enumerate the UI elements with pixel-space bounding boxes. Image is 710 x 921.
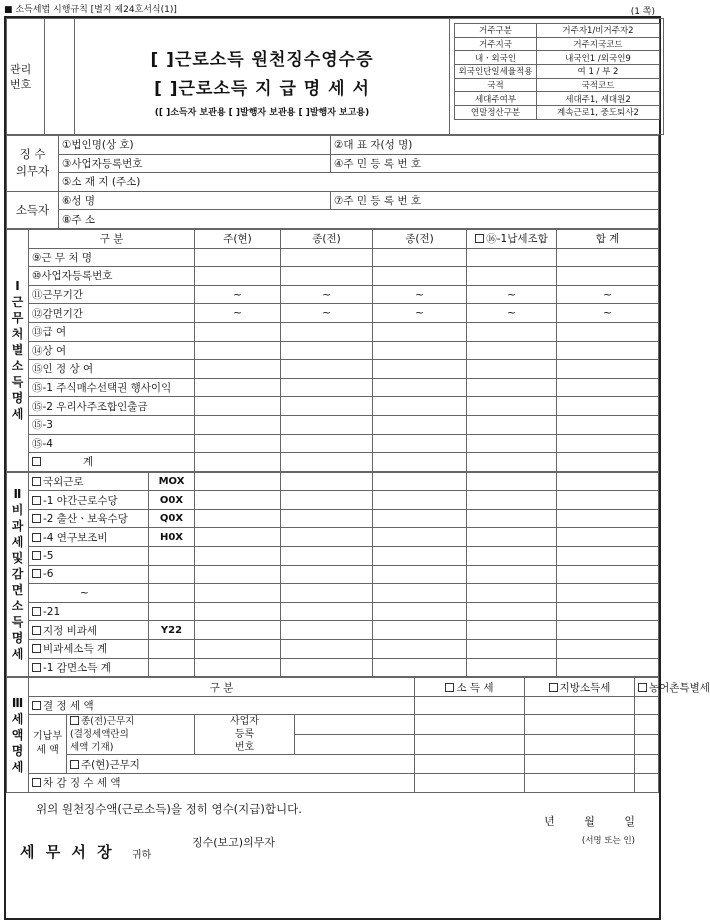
sec1-row-label: ⑮-3 [29,415,195,434]
sec1-value-cell[interactable] [195,397,281,416]
sec2-code [149,547,195,566]
footer-block [6,793,659,859]
sec1-value-cell[interactable] [281,248,373,267]
sec1-value-cell[interactable] [281,360,373,379]
sec2-value-cell[interactable] [195,509,281,528]
sec1-value-cell[interactable] [195,248,281,267]
cell[interactable] [415,715,525,735]
checkbox-icon[interactable] [32,514,41,523]
table-row [7,248,659,267]
page-count: (1 쪽) [630,7,655,17]
sec1-value-cell[interactable] [467,434,557,453]
sec2-value-cell[interactable] [557,584,659,603]
sec1-value-cell[interactable] [281,285,373,304]
table-row [7,640,659,659]
sec1-header-row [7,229,659,248]
tilde: ~ [322,288,331,301]
sec2-value-cell[interactable] [467,640,557,659]
sec1-value-cell[interactable] [195,304,281,323]
tax-receipt-form [4,16,710,920]
sec1-value-cell[interactable] [373,267,467,286]
sec1-value-cell[interactable] [467,248,557,267]
sec2-value-cell[interactable] [373,602,467,621]
checkbox-icon[interactable] [32,496,41,505]
sec2-value-cell[interactable] [373,547,467,566]
cur-work-label: 주(현)근무지 [67,755,415,774]
tilde: ~ [415,288,424,301]
sec1-value-cell[interactable] [195,341,281,360]
title-line-1: [ ]근로소득 원천징수영수증 [150,50,374,70]
table-row [7,341,659,360]
cell[interactable] [295,715,415,735]
cell[interactable] [415,735,525,755]
table-row [7,602,659,621]
sec1-value-cell[interactable] [557,397,659,416]
determined-tax-label: 결 정 세 액 [29,696,415,715]
sec1-header-cell: 합 계 [557,229,659,248]
sec1-header-cell: 구 분 [29,229,195,248]
sec1-value-cell[interactable] [373,248,467,267]
sec2-value-cell[interactable] [281,584,373,603]
info-value[interactable]: 내국인1 /외국인9 [537,51,660,65]
sec2-value-cell[interactable] [467,584,557,603]
sign-note: (서명 또는 인) [581,835,635,846]
checkbox-icon[interactable] [32,701,41,710]
sec2-value-cell[interactable] [467,491,557,510]
sec2-code [149,640,195,659]
checkbox-icon[interactable] [638,683,647,692]
sec1-row-label: ⑭상 여 [29,341,195,360]
info-row [455,65,660,79]
sec1-value-cell[interactable] [373,415,467,434]
sec3-header-rural-tax: 농어촌특별세 [635,678,659,697]
sec1-row-label: ⑨근 무 처 명 [29,248,195,267]
sec2-value-cell[interactable] [557,509,659,528]
sec2-value-cell[interactable] [195,602,281,621]
sec1-value-cell[interactable] [281,304,373,323]
date-label: 년 월 일 [544,814,635,828]
section-1-income [6,229,659,472]
payer-regno-field[interactable]: ④주 민 등 록 번 호 [331,154,659,173]
payer-sign-label: 징수(보고)의무자 [192,835,275,849]
sec2-row-label: -21 [29,602,149,621]
sec1-value-cell[interactable] [195,453,281,472]
sec2-value-cell[interactable] [467,658,557,677]
payer-company-field[interactable]: ①법인명(상 호) [59,136,331,155]
table-row [7,565,659,584]
tax-office-label: 세 무 서 장 [20,842,115,861]
sec1-value-cell[interactable] [281,378,373,397]
cell[interactable] [415,755,525,774]
sec2-value-cell[interactable] [467,547,557,566]
tilde: ~ [233,288,242,301]
table-row [7,378,659,397]
checkbox-icon[interactable] [32,551,41,560]
info-label: 외국인단일세율적용 [455,65,537,79]
sec2-row-label: -2 출산ㆍ보육수당 [29,509,149,528]
sec2-code: MOX [149,472,195,491]
info-label: 거주지국 [455,37,537,51]
prepaid-tax-label: 기납부 세 액 [29,715,67,774]
sec2-value-cell[interactable] [557,640,659,659]
sec2-value-cell[interactable] [195,621,281,640]
sec2-code [149,565,195,584]
sec1-value-cell[interactable] [373,341,467,360]
sec1-value-cell[interactable] [195,360,281,379]
sec1-header-cell: ⑯-1납세조합 [467,229,557,248]
sec1-value-cell[interactable] [467,453,557,472]
sec1-value-cell[interactable] [195,285,281,304]
sec1-value-cell[interactable] [557,285,659,304]
sec1-value-cell[interactable] [557,341,659,360]
sec1-value-cell[interactable] [373,322,467,341]
table-row [7,360,659,379]
cell[interactable] [525,735,635,755]
sec3-header-local-tax: 지방소득세 [525,678,635,697]
sec1-value-cell[interactable] [467,304,557,323]
sec1-value-cell[interactable] [467,341,557,360]
checkbox-icon[interactable] [32,477,41,486]
info-label: 국적 [455,78,537,92]
sec2-code: H0X [149,528,195,547]
cell[interactable] [635,774,659,793]
checkbox-icon[interactable] [32,607,41,616]
tilde: ~ [415,307,424,320]
sec2-value-cell[interactable] [557,602,659,621]
info-value[interactable]: 계속근로1, 중도퇴사2 [537,106,660,120]
payer-section-label: 징 수 의무자 [7,136,59,192]
sec1-value-cell[interactable] [373,397,467,416]
copy-note: ([ ]소득자 보관용 [ ]발행자 보관용 [ ]발행자 보고용) [154,108,370,118]
tilde: ~ [603,307,612,320]
checkbox-icon[interactable] [32,663,41,672]
sec2-value-cell[interactable] [467,528,557,547]
header-block [6,18,664,135]
sec2-code [149,658,195,677]
earner-name-field[interactable]: ⑥성 명 [59,191,331,210]
table-row [7,621,659,640]
sec2-value-cell[interactable] [281,472,373,491]
sec2-code [149,584,195,603]
table-row [7,509,659,528]
manage-label: 관리 번호 [7,19,45,135]
section-1-label: Ⅰ 근 무 처 별 소 득 명 세 [7,229,29,471]
tilde: ~ [507,307,516,320]
sec2-value-cell[interactable] [281,509,373,528]
sec1-value-cell[interactable] [195,322,281,341]
sec1-value-cell[interactable] [195,267,281,286]
sec2-value-cell[interactable] [281,565,373,584]
sec2-code [149,602,195,621]
sec2-value-cell[interactable] [373,584,467,603]
info-label: 세대주여부 [455,92,537,106]
sec1-value-cell[interactable] [557,415,659,434]
sec2-row-label: 비과세소득 계 [29,640,149,659]
diff-tax-label: 차 감 징 수 세 액 [29,774,415,793]
sec2-row-label: -5 [29,547,149,566]
sec2-code: O0X [149,491,195,510]
form-header-line [4,2,661,16]
sec1-value-cell[interactable] [557,434,659,453]
cell[interactable] [635,715,659,735]
sec2-value-cell[interactable] [373,640,467,659]
sec2-value-cell[interactable] [195,584,281,603]
addressee-label: 귀하 [132,849,152,861]
info-value[interactable]: 국적코드 [537,78,660,92]
checkbox-icon[interactable] [32,644,41,653]
sec1-row-label: ⑪근무기간 [29,285,195,304]
sec1-row-label: ⑩사업자등록번호 [29,267,195,286]
tilde: ~ [603,288,612,301]
table-row [7,285,659,304]
sec1-value-cell[interactable] [281,397,373,416]
biz-no-label: 사업자 등록 번호 [195,715,295,755]
info-label: 내ㆍ외국인 [455,51,537,65]
sec2-row-label: -1 감면소득 계 [29,658,149,677]
info-row [455,92,660,106]
sec1-value-cell[interactable] [557,378,659,397]
sec1-value-cell[interactable] [557,248,659,267]
sec1-value-cell[interactable] [281,341,373,360]
party-block [6,135,659,229]
cell[interactable] [415,696,525,715]
title-block [75,19,450,135]
checkbox-icon[interactable] [32,457,41,466]
receipt-statement: 위의 원천징수액(근로소득)을 정히 영수(지급)합니다. [36,801,302,816]
cell[interactable] [525,774,635,793]
info-value[interactable]: 여 1 / 부 2 [537,65,660,79]
info-value[interactable]: 거주지국코드 [537,37,660,51]
info-label: 거주구분 [455,24,537,38]
sec1-value-cell[interactable] [557,304,659,323]
sec2-value-cell[interactable] [281,547,373,566]
table-row [7,322,659,341]
info-row [455,106,660,120]
sec1-value-cell[interactable] [557,267,659,286]
checkbox-icon[interactable] [32,778,41,787]
sec2-value-cell[interactable] [195,658,281,677]
section-2-label: Ⅱ 비 과 세 및 감 면 소 득 명 세 [7,472,29,677]
sec2-value-cell[interactable] [373,621,467,640]
checkbox-icon[interactable] [70,760,79,769]
section-2-nontaxable [6,472,659,678]
sec1-value-cell[interactable] [467,360,557,379]
sec1-value-cell[interactable] [467,415,557,434]
table-row [7,658,659,677]
earner-section-label: 소득자 [7,191,59,228]
sec2-value-cell[interactable] [195,547,281,566]
sec2-row-label: -6 [29,565,149,584]
checkbox-icon[interactable] [32,626,41,635]
sec2-row-label: -4 연구보조비 [29,528,149,547]
sec1-value-cell[interactable] [467,378,557,397]
table-row [7,434,659,453]
sec2-code: Q0X [149,509,195,528]
cell[interactable] [635,696,659,715]
sec2-value-cell[interactable] [467,621,557,640]
sec1-header-cell: 주(현) [195,229,281,248]
sec2-value-cell[interactable] [281,602,373,621]
sec2-value-cell[interactable] [195,491,281,510]
info-value[interactable]: 거주자1/비거주자2 [537,24,660,38]
sec1-row-label: ⑮인 정 상 여 [29,360,195,379]
sec2-value-cell[interactable] [373,491,467,510]
sec2-row-label: 국외근로 [29,472,149,491]
tilde: ~ [233,307,242,320]
cell[interactable] [415,774,525,793]
sec2-value-cell[interactable] [373,472,467,491]
sec1-value-cell[interactable] [373,285,467,304]
prev-work-label: 종(전)근무지 (결정세액란의 세액 기재) [67,715,195,755]
table-row [7,547,659,566]
sec1-value-cell[interactable] [195,434,281,453]
sec2-value-cell[interactable] [195,565,281,584]
cell[interactable] [525,696,635,715]
sec2-value-cell[interactable] [467,509,557,528]
sec1-value-cell[interactable] [557,322,659,341]
sec2-row-label: 지정 비과세 [29,621,149,640]
checkbox-icon[interactable] [32,569,41,578]
sec3-header-division: 구 분 [29,678,415,697]
cell[interactable] [295,735,415,755]
sec1-row-label: ⑮-1 주식매수선택권 행사이익 [29,378,195,397]
sec1-value-cell[interactable] [195,415,281,434]
sec1-row-label: ⑫감면기간 [29,304,195,323]
sec2-value-cell[interactable] [557,547,659,566]
table-row [7,584,659,603]
info-row [455,78,660,92]
table-row [7,528,659,547]
checkbox-icon[interactable] [475,234,484,243]
sec1-value-cell[interactable] [195,378,281,397]
sec2-row-label: ~ [29,584,149,603]
sec1-value-cell[interactable] [373,304,467,323]
sec1-value-cell[interactable] [467,322,557,341]
tilde: ~ [507,288,516,301]
table-row [7,304,659,323]
sec2-value-cell[interactable] [467,602,557,621]
sec2-value-cell[interactable] [195,640,281,659]
checkbox-icon[interactable] [549,683,558,692]
sec1-row-label: ⑬급 여 [29,322,195,341]
sec2-value-cell[interactable] [281,621,373,640]
sec1-value-cell[interactable] [557,453,659,472]
table-row [7,397,659,416]
sec1-value-cell[interactable] [467,267,557,286]
sec1-value-cell[interactable] [373,453,467,472]
sec1-value-cell[interactable] [281,453,373,472]
sec2-value-cell[interactable] [557,528,659,547]
sec2-value-cell[interactable] [557,491,659,510]
sec1-value-cell[interactable] [557,360,659,379]
payer-address-field[interactable]: ⑤소 재 지 (주소) [59,173,659,192]
form-reference: ■ 소득세법 시행규칙 [별지 제24호서식(1)] [4,5,177,15]
info-value[interactable]: 세대주1, 세대원2 [537,92,660,106]
sec2-value-cell[interactable] [467,472,557,491]
table-row [7,415,659,434]
sec1-value-cell[interactable] [373,360,467,379]
sec2-value-cell[interactable] [281,528,373,547]
info-label: 연말정산구분 [455,106,537,120]
earner-regno-field[interactable]: ⑦주 민 등 록 번 호 [331,191,659,210]
sec1-value-cell[interactable] [373,434,467,453]
sec2-value-cell[interactable] [281,658,373,677]
manage-number-input[interactable] [45,19,75,135]
sec1-value-cell[interactable] [281,267,373,286]
payer-bizno-field[interactable]: ③사업자등록번호 [59,154,331,173]
sec2-value-cell[interactable] [557,621,659,640]
sec1-value-cell[interactable] [281,434,373,453]
sec2-row-label: -1 야간근로수당 [29,491,149,510]
sec1-value-cell[interactable] [467,285,557,304]
checkbox-icon[interactable] [445,683,454,692]
residency-info-table [454,23,660,120]
info-row [455,24,660,38]
section-3-label: Ⅲ 세 액 명 세 [7,678,29,792]
sec2-value-cell[interactable] [373,565,467,584]
checkbox-icon[interactable] [32,533,41,542]
sec1-value-cell[interactable] [281,322,373,341]
sec2-code: Y22 [149,621,195,640]
cell[interactable] [635,755,659,774]
section-3-tax [6,677,710,792]
cell[interactable] [635,735,659,755]
residency-info [450,19,664,135]
sec3-header-income-tax: 소 득 세 [415,678,525,697]
sec2-value-cell[interactable] [467,565,557,584]
sec2-value-cell[interactable] [557,658,659,677]
sec2-value-cell[interactable] [373,509,467,528]
sec2-value-cell[interactable] [281,640,373,659]
cell[interactable] [525,755,635,774]
sec1-row-label: ⑮-4 [29,434,195,453]
sec1-header-cell: 종(전) [281,229,373,248]
cell[interactable] [525,715,635,735]
table-row [7,453,659,472]
table-row [7,491,659,510]
sec1-value-cell[interactable] [467,397,557,416]
sec2-value-cell[interactable] [557,472,659,491]
table-row [7,472,659,491]
sec2-value-cell[interactable] [281,491,373,510]
sec1-value-cell[interactable] [373,378,467,397]
sec1-row-label: ⑮-2 우리사주조합인출금 [29,397,195,416]
tilde: ~ [322,307,331,320]
info-row [455,37,660,51]
sec2-value-cell[interactable] [195,472,281,491]
title-line-2: [ ]근로소득 지 급 명 세 서 [154,79,370,99]
sec2-value-cell[interactable] [373,658,467,677]
sec2-value-cell[interactable] [195,528,281,547]
checkbox-icon[interactable] [70,716,79,725]
table-row [7,267,659,286]
info-row [455,51,660,65]
sec1-row-label: 계 [29,453,195,472]
earner-address-field[interactable]: ⑧주 소 [59,210,659,229]
sec1-value-cell[interactable] [281,415,373,434]
sec2-value-cell[interactable] [557,565,659,584]
sec2-value-cell[interactable] [373,528,467,547]
sec1-header-cell: 종(전) [373,229,467,248]
payer-rep-field[interactable]: ②대 표 자(성 명) [331,136,659,155]
